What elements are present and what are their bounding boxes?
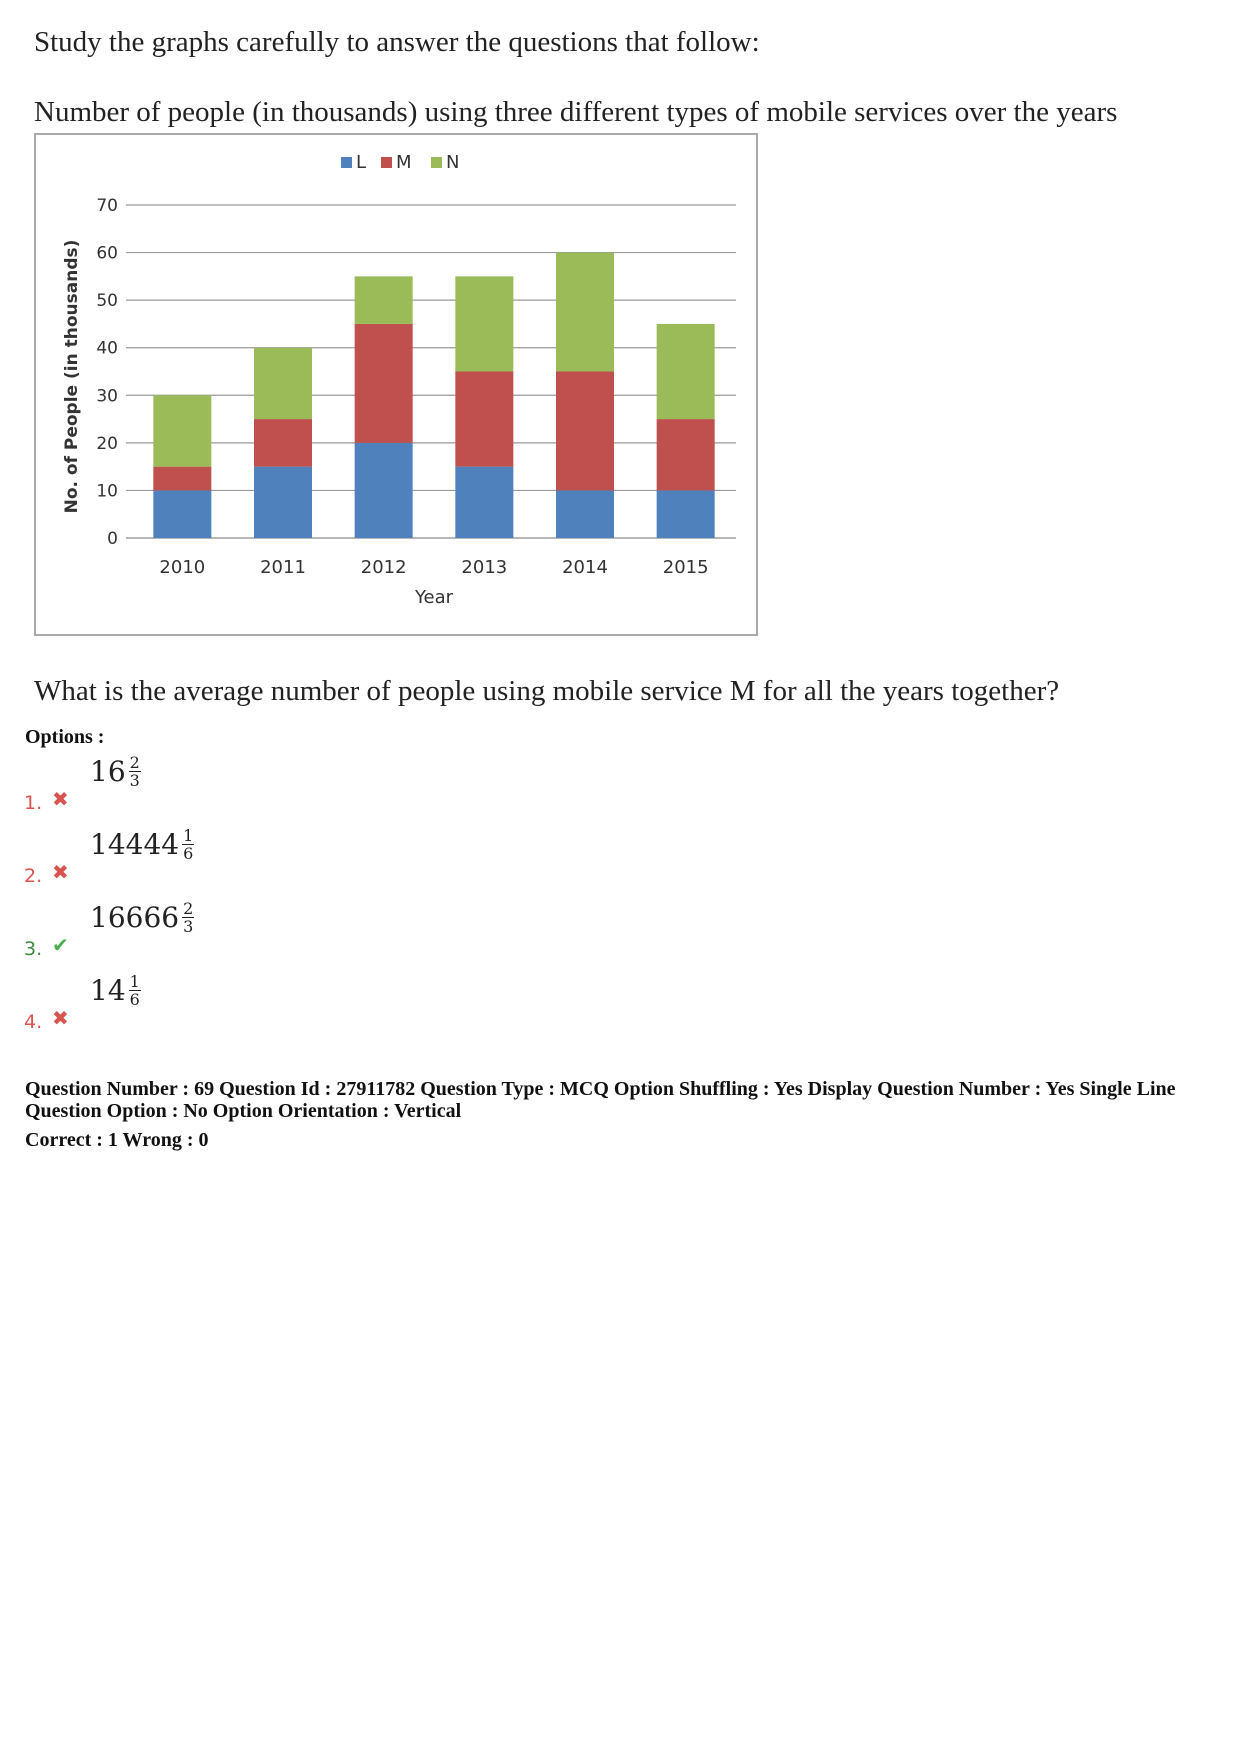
bar-segment-l-2013 [455,467,513,538]
instruction-text: Study the graphs carefully to answer the questions that follow: [34,26,760,58]
bar-segment-l-2010 [153,490,211,538]
fraction-numerator: 1 [183,826,194,845]
option-whole: 16666 [90,901,180,934]
option-whole: 14 [90,974,126,1007]
option-value [90,754,141,789]
x-tick-label: 2010 [159,557,206,578]
option-fraction [129,973,141,1008]
option-fraction [129,754,141,789]
fraction-denominator: 6 [183,844,194,863]
fraction-denominator: 3 [129,771,140,790]
option-whole: 14444 [90,828,180,861]
score-summary: Correct : 1 Wrong : 0 [25,1129,209,1151]
y-tick-label: 70 [96,196,118,216]
fraction-denominator: 6 [129,990,140,1009]
fraction-numerator: 1 [129,972,140,991]
options-label: Options : [25,726,105,748]
y-tick-label: 10 [96,481,118,502]
chart-svg [36,135,756,634]
bar-segment-n-2015 [657,324,715,419]
legend-label-l: L [356,152,367,173]
y-axis-label: No. of People (in thousands) [62,239,82,514]
chart-title: Number of people (in thousands) using three different types of mobile services over the years [34,96,1118,128]
option-number: 1. [24,792,43,814]
y-tick-label: 0 [107,529,118,549]
bar-segment-l-2011 [254,467,312,538]
x-tick-label: 2011 [260,557,306,578]
x-tick-label: 2014 [562,557,608,578]
y-tick-label: 40 [96,338,118,359]
wrong-cross-icon: ✖ [52,787,69,811]
y-tick-label: 50 [96,291,118,312]
bar-segment-n-2011 [254,348,312,419]
correct-check-icon: ✔ [52,933,69,957]
option-whole: 16 [90,755,126,788]
option-number: 2. [24,865,43,887]
legend-swatch-l [341,157,352,168]
bar-segment-m-2011 [254,419,312,467]
question-text: What is the average number of people using mobile service M for all the years together? [34,675,1060,707]
stacked-bar-chart [34,133,758,636]
fraction-numerator: 2 [129,753,140,772]
option-4[interactable] [22,973,422,1037]
y-tick-label: 30 [96,386,118,407]
option-fraction [182,827,194,862]
option-number: 4. [24,1011,43,1033]
option-number: 3. [24,938,43,960]
bar-segment-n-2014 [556,253,614,372]
bar-segment-m-2010 [153,467,211,491]
x-axis-label: Year [414,587,454,608]
bar-segment-m-2014 [556,372,614,491]
bar-segment-m-2012 [355,324,413,443]
bar-segment-l-2015 [657,490,715,538]
bar-segment-l-2014 [556,490,614,538]
legend-swatch-m [381,157,392,168]
y-tick-label: 20 [96,433,118,454]
x-tick-label: 2013 [461,557,508,578]
wrong-cross-icon: ✖ [52,860,69,884]
option-value [90,973,141,1008]
option-fraction [182,900,194,935]
x-tick-label: 2012 [360,557,407,578]
bar-segment-n-2013 [455,276,513,371]
legend-swatch-n [431,157,442,168]
bar-segment-m-2013 [455,372,513,467]
y-tick-label: 60 [96,243,118,264]
option-value [90,900,194,935]
option-1[interactable] [22,754,422,818]
legend-label-n: N [446,152,460,173]
bar-segment-l-2012 [355,443,413,538]
option-value [90,827,194,862]
bar-segment-n-2010 [153,395,211,466]
fraction-numerator: 2 [183,899,194,918]
question-metadata: Question Number : 69 Question Id : 27911782 Question Type : MCQ Option Shuffling : Yes Display Question Number : Yes Single Line Question Option : No Option Orientation : Vertical [25,1078,1176,1122]
option-3[interactable] [22,900,422,964]
fraction-denominator: 3 [183,917,194,936]
wrong-cross-icon: ✖ [52,1006,69,1030]
option-2[interactable] [22,827,422,891]
legend-label-m: M [396,152,412,173]
bar-segment-m-2015 [657,419,715,490]
bar-segment-n-2012 [355,276,413,324]
x-tick-label: 2015 [662,557,709,578]
